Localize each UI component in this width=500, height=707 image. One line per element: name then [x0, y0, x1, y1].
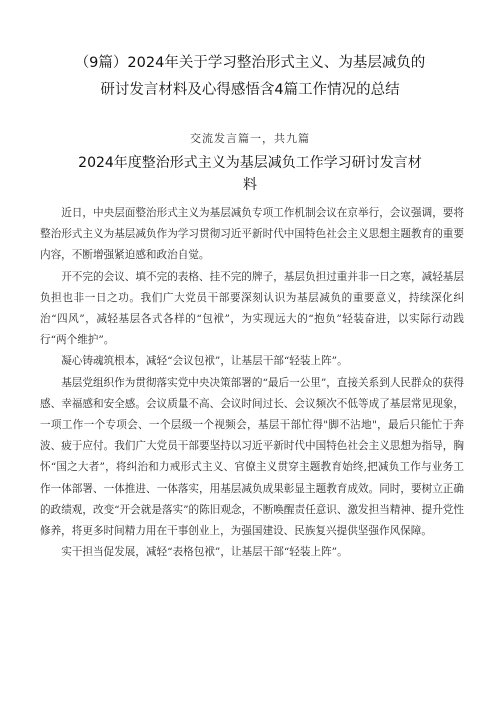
paragraph-subheading: 实干担当促发展，减轻“表格包袱”，让基层干部“轻装上阵”。: [61, 546, 348, 559]
section-label: 交流发言篇一，共九篇: [190, 132, 310, 145]
document-title: [40, 50, 460, 104]
document-title-line-2: 研讨发言材料及心得感悟含4篇工作情况的总结: [100, 82, 400, 98]
article-body: [40, 203, 464, 563]
paragraph-subheading: 凝心铸魂筑根本，减轻“会议包袱”，让基层干部“轻装上阵”。: [61, 355, 348, 368]
article-title: [60, 152, 440, 196]
article-title-line-1: 2024年度整治形式主义为基层减负工作学习研讨发言材: [78, 155, 422, 171]
article-title-line-2: 料: [243, 177, 257, 193]
paragraph: 开不完的会议、填不完的表格、挂不完的牌子，基层负担过重并非一日之寒，减轻基层负担也非一日之功。我们广大党员干部要深刻认识为基层减负的重要意义，持续深化纠治“四风”，减轻基层各式各样的“包袱”，为实现远大的“抱负”轻装奋进，以实际行动践行“两个维护”。: [40, 270, 464, 347]
paragraph: 基层党组织作为贯彻落实党中央决策部署的“最后一公里”，直接关系到人民群众的获得感、幸福感和安全感。会议质量不高、会议时间过长、会议频次不低等成了基层常见现象，一项工作一个专项会、一个层级一个视频会，基层干部忙得"脚不沾地"，最后只能忙于奔波、疲于应付。我们广大党员干部要坚持以习近平新时代中国特色社会主义思想为指导，胸怀“国之大者”，将纠治和力戒形式主义、官僚主义贯穿主题教育始终,把减负工作与业务工作一体部署、一体推进、一体落实，用基层减负成果彰显主题教育成效。同时，要树立正确的政绩观，改变“开会就是落实”的陈旧观念，不断唤醒责任意识、激发担当精神、提升党性修养，将更多时间精力用在干事创业上，为强国建设、民族复兴提供坚强作风保障。: [40, 376, 464, 538]
document-title-line-1: （9篇）2024年关于学习整治形式主义、为基层减负的: [74, 55, 426, 71]
paragraph: 近日，中央层面整治形式主义为基层减负专项工作机制会议在京举行，会议强调，要将整治形式主义为基层减负作为学习贯彻习近平新时代中国特色社会主义思想主题教育的重要内容，不断增强紧迫感和政治自觉。: [40, 207, 464, 262]
